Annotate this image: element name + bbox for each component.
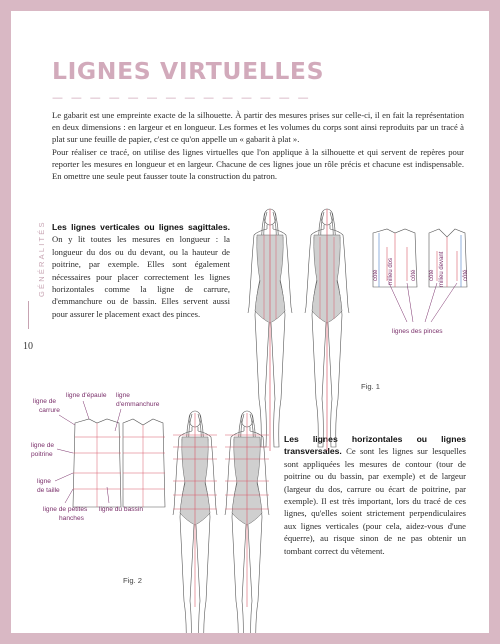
label-bassin: ligne du bassin [99, 506, 143, 513]
label-cote: côté [411, 269, 417, 281]
intro-paragraph: Pour réaliser ce tracé, on utilise des lignes virtuelles que l'on applique à la silhouette et qui servent de repères pour reporter les mesures en longueur et en largeur. Chacune de ces lignes joue un rôle précis et chacune est indispensable. En omettre une seule peut fausser toute la construction du patron. [52, 146, 464, 182]
label-taille-1: ligne [37, 478, 51, 485]
title-underline: — — — — — — — — — — — — — — [52, 91, 311, 104]
label-epaule: ligne d'épaule [66, 392, 107, 399]
figure-1-labels [373, 251, 469, 287]
figure-2-caption: Fig. 2 [123, 576, 142, 585]
horizontal-lines-text: Ce sont les lignes sur lesquelles sont appliquées les mesures de contour (tour de poitrine ou du bassin, par exemple) et de largeur (largeur du dos, carrure ou écart de poitrine, par exemple). Il est très important, lors du tracé de ces lignes, qu'elles soient strictement perpendiculaires aux lignes verticales (pour cela, aidez-vous d'une équerre), au risque sinon de ne pas obtenir un tombant correct du vêtement. [284, 446, 466, 556]
section-label: GÉNÉRALITÉS [37, 220, 46, 297]
intro-paragraph: Le gabarit est une empreinte exacte de la silhouette. À partir des mesures prises sur celle-ci, il en fait la représentation en deux dimensions : en largeur et en longueur. Les formes et les volumes du corps sont ainsi reproduits par un tracé à plat sur une feuille de papier, c'est ce qu'on appelle un « gabarit à plat ». [52, 110, 464, 145]
label-emmanchure-2: d'emmanchure [116, 401, 160, 408]
horizontal-lines-heading: Les lignes horizontales ou lignes transversales. [284, 434, 466, 457]
page-title: LIGNES VIRTUELLES [52, 57, 325, 85]
label-emmanchure-1: ligne [116, 392, 130, 399]
label-milieu-devant: milieu devant [439, 251, 445, 287]
label-petites-hanches-2: hanches [59, 515, 84, 522]
label-cote: côté [463, 269, 469, 281]
label-petites-hanches-1: ligne de petites [43, 506, 88, 513]
label-taille-2: de taille [37, 487, 60, 494]
label-milieu-dos: milieu dos [388, 257, 394, 285]
page-number: 10 [23, 341, 33, 352]
illustrations [11, 11, 489, 633]
label-lignes-pinces: lignes des pinces [392, 328, 443, 335]
figure-2-labels [31, 392, 160, 522]
label-poitrine-1: ligne de [31, 442, 55, 449]
label-cote: côté [373, 269, 379, 281]
label-poitrine-2: poitrine [31, 451, 53, 458]
vertical-lines-heading: Les lignes verticales ou lignes sagittales. [52, 222, 230, 232]
page [11, 11, 489, 633]
figure-1-caption: Fig. 1 [361, 382, 380, 391]
label-cote: côté [429, 269, 435, 281]
label-carrure-1: ligne de [33, 398, 57, 405]
figure-2 [31, 392, 269, 633]
vertical-lines-text: On y lit toutes les mesures en longueur : la longueur du dos ou du devant, ou la hauteur de poitrine, par exemple. Elles sont également nécessaires pour placer correctement les lignes horizontales comme la ligne de carrure, d'emmanchure ou de bassin. Elles servent aussi pour assurer le placement exact des pinces. [52, 234, 230, 319]
figure-1 [248, 209, 469, 451]
label-carrure-2: carrure [39, 407, 60, 414]
